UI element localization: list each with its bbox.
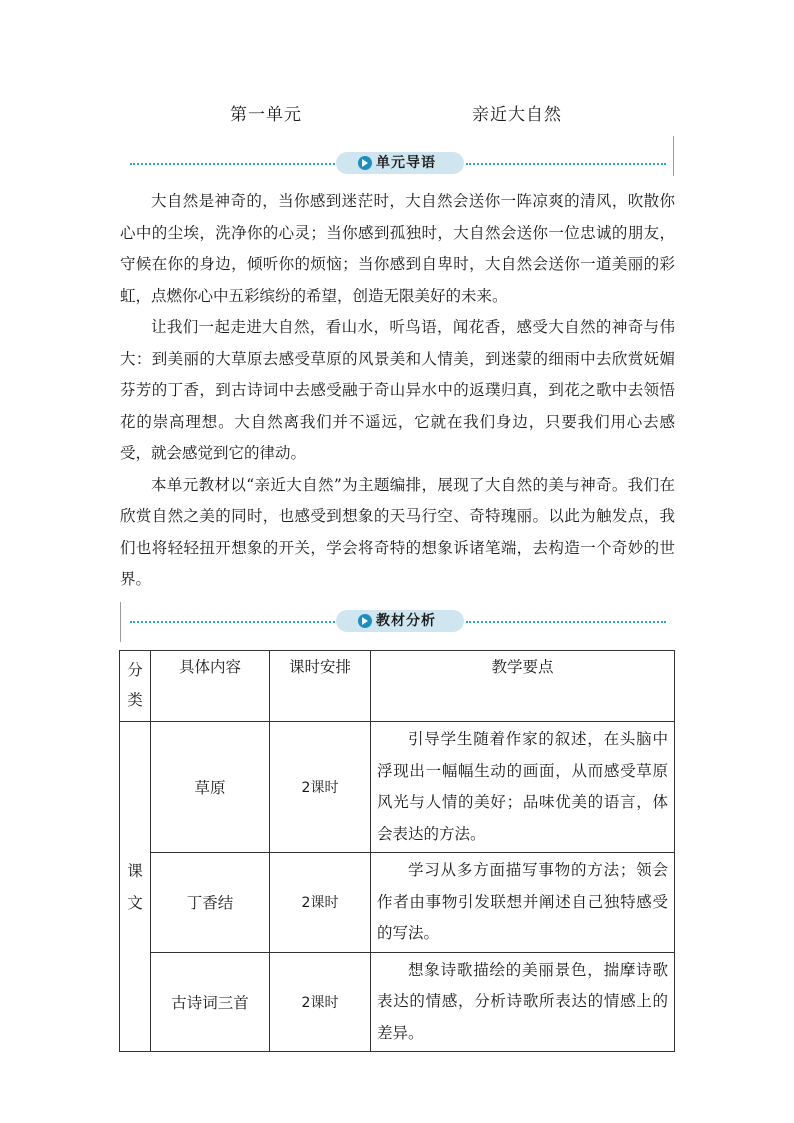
table-row (120, 853, 675, 953)
content-cell: 草原 (151, 722, 270, 853)
theme-title: 亲近大自然 (472, 105, 562, 125)
analysis-table (119, 650, 675, 1052)
dotted-rule-left (130, 621, 335, 623)
header-content: 具体内容 (151, 651, 270, 722)
hours-cell: 2课时 (301, 994, 339, 1011)
hours-cell: 2课时 (301, 895, 339, 912)
category-cell (120, 722, 151, 1052)
hours-cell: 2课时 (301, 780, 339, 796)
table-row (120, 722, 675, 853)
header-key-points: 教学要点 (371, 651, 675, 722)
unit-introduction (120, 186, 675, 596)
dotted-rule-right (466, 621, 666, 623)
key-points-cell: 引导学生随着作家的叙述，在头脑中浮现出一幅幅生动的画面，从而感受草原风光与人情的美好；品味优美的语言，体会表达的方法。 (377, 730, 668, 843)
intro-paragraph: 大自然是神奇的，当你感到迷茫时，大自然会送你一阵凉爽的清风，吹散你心中的尘埃，洗净你的心灵；当你感到孤独时，大自然会送你一位忠诚的朋友，守候在你的身边，倾听你的烦恼；当你感到自卑时，大自然会送你一道美丽的彩虹，点燃你心中五彩缤纷的希望，创造无限美好的未来。 (120, 192, 675, 305)
divider-line (120, 602, 121, 642)
section-label: 单元导语 (376, 155, 436, 171)
intro-paragraph: 让我们一起走进大自然，看山水，听鸟语，闻花香，感受大自然的神奇与伟大：到美丽的大草原去感受草原的风景美和人情美，到迷蒙的细雨中去欣赏妩媚芬芳的丁香，到古诗词中去感受融于奇山异水中的返璞归真，到花之歌中去领悟花的崇高理想。大自然离我们并不遥远，它就在我们身边，只要我们用心去感受，就会感觉到它的律动。 (120, 318, 675, 462)
dotted-rule-right (466, 163, 666, 165)
header-hours: 课时安排 (270, 651, 371, 722)
key-points-cell: 学习从多方面描写事物的方法；领会作者由事物引发联想并阐述自己独特感受的写法。 (377, 861, 668, 942)
arrow-right-icon (358, 156, 372, 170)
content-cell: 古诗词三首 (151, 952, 270, 1052)
content-cell: 丁香结 (151, 853, 270, 953)
table-header-row (120, 651, 675, 722)
dotted-rule-left (130, 163, 335, 165)
section-label: 教材分析 (376, 613, 436, 629)
arrow-right-icon (358, 614, 372, 628)
section-badge-analysis (336, 610, 464, 632)
header-category: 分类 (120, 651, 151, 722)
table-row (120, 952, 675, 1052)
key-points-cell: 想象诗歌描绘的美丽景色，揣摩诗歌表达的情感，分析诗歌所表达的情感上的差异。 (377, 960, 668, 1042)
section-header-guide (120, 152, 675, 176)
section-header-analysis (120, 610, 675, 634)
page-title (0, 100, 794, 124)
category-label: 课文 (127, 861, 143, 912)
unit-title: 第一单元 (230, 105, 302, 125)
intro-paragraph: 本单元教材以“亲近大自然”为主题编排，展现了大自然的美与神奇。我们在欣赏自然之美的同时，也感受到想象的天马行空、奇特瑰丽。以此为触发点，我们也将轻轻扭开想象的开关，学会将奇特的想象诉诸笔端，去构造一个奇妙的世界。 (120, 475, 675, 588)
divider-line (673, 136, 674, 176)
section-badge-guide (336, 152, 464, 174)
